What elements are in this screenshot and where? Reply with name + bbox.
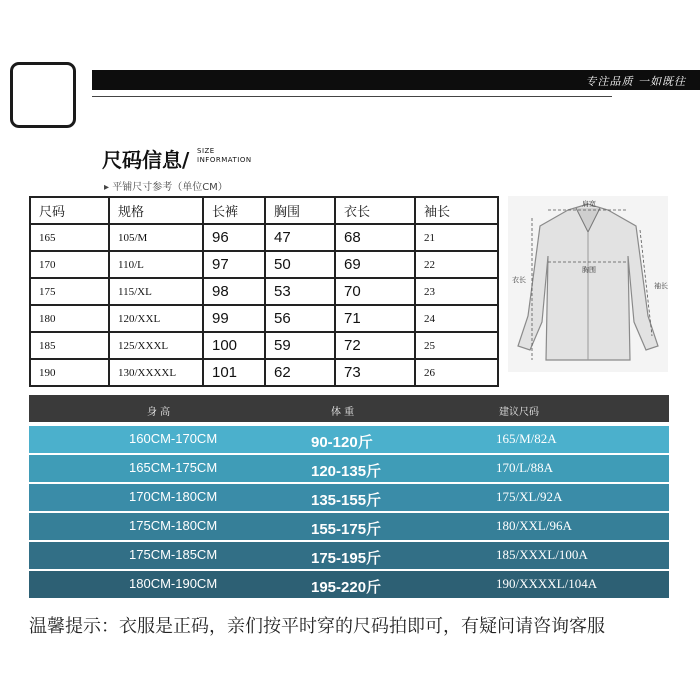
rec-header-size: 建议尺码 (499, 407, 539, 418)
cell-size: 175 (30, 278, 109, 305)
cell-size: 190 (30, 359, 109, 386)
cell-length: 68 (335, 224, 415, 251)
shirt-diagram (508, 196, 668, 372)
rec-size: 185/XXXL/100A (496, 547, 588, 562)
diagram-label-length: 衣长 (512, 276, 526, 284)
cell-pants: 97 (203, 251, 265, 278)
size-table (29, 196, 499, 387)
col-header-sleeve: 袖长 (415, 197, 498, 224)
cell-sleeve: 25 (415, 332, 498, 359)
cell-size: 165 (30, 224, 109, 251)
cell-sleeve: 26 (415, 359, 498, 386)
rec-height: 170CM-180CM (129, 489, 218, 504)
table-row (30, 359, 498, 386)
diagram-label-sleeve: 袖长 (654, 282, 668, 290)
cell-length: 72 (335, 332, 415, 359)
measurement-note: ▸ 平铺尺寸参考（单位CM） (104, 182, 228, 193)
section-subtitle: SIZE INFORMATION (197, 147, 252, 164)
rec-header-weight: 体 重 (331, 407, 355, 418)
cell-spec: 110/L (109, 251, 203, 278)
header-slogan: 专注品质 一如既往 (585, 75, 686, 88)
recommendation-row (29, 513, 669, 540)
footer-tip: 温馨提示：衣服是正码，亲们按平时穿的尺码拍即可，有疑问请咨询客服 (29, 616, 605, 637)
rec-size: 180/XXL/96A (496, 518, 572, 533)
cell-length: 73 (335, 359, 415, 386)
cell-chest: 56 (265, 305, 335, 332)
rec-weight: 175-195斤 (311, 550, 382, 567)
cell-sleeve: 23 (415, 278, 498, 305)
cell-chest: 50 (265, 251, 335, 278)
cell-spec: 105/M (109, 224, 203, 251)
rec-weight: 195-220斤 (311, 579, 382, 596)
cell-spec: 130/XXXXL (109, 359, 203, 386)
table-row (30, 278, 498, 305)
recommendation-row (29, 571, 669, 598)
section-title: 尺码信息/ (102, 148, 190, 172)
logo-frame (10, 62, 76, 128)
cell-spec: 115/XL (109, 278, 203, 305)
cell-spec: 120/XXL (109, 305, 203, 332)
rec-size: 170/L/88A (496, 460, 554, 475)
col-header-length: 衣长 (335, 197, 415, 224)
cell-pants: 101 (203, 359, 265, 386)
cell-size: 185 (30, 332, 109, 359)
cell-pants: 98 (203, 278, 265, 305)
table-row (30, 305, 498, 332)
col-header-size: 尺码 (30, 197, 109, 224)
rec-height: 175CM-180CM (129, 518, 218, 533)
cell-length: 71 (335, 305, 415, 332)
cell-size: 170 (30, 251, 109, 278)
rec-weight: 155-175斤 (311, 521, 382, 538)
cell-sleeve: 21 (415, 224, 498, 251)
rec-height: 175CM-185CM (129, 547, 218, 562)
size-table-header-row (30, 197, 498, 224)
rec-weight: 120-135斤 (311, 463, 382, 480)
rec-height: 165CM-175CM (129, 460, 218, 475)
table-row (30, 332, 498, 359)
recommendation-row (29, 484, 669, 511)
cell-chest: 59 (265, 332, 335, 359)
rec-height: 160CM-170CM (129, 431, 218, 446)
diagram-label-chest: 胸围 (582, 266, 596, 274)
recommendation-row (29, 426, 669, 453)
shirt-illustration (508, 196, 668, 372)
header-divider (92, 96, 612, 97)
cell-pants: 100 (203, 332, 265, 359)
rec-size: 165/M/82A (496, 431, 557, 446)
cell-size: 180 (30, 305, 109, 332)
cell-length: 69 (335, 251, 415, 278)
cell-sleeve: 22 (415, 251, 498, 278)
rec-height: 180CM-190CM (129, 576, 218, 591)
recommendation-row (29, 455, 669, 482)
table-row (30, 251, 498, 278)
rec-weight: 90-120斤 (311, 434, 373, 451)
recommendation-header (29, 395, 669, 422)
diagram-label-shoulder: 肩宽 (582, 200, 596, 208)
recommendation-row (29, 542, 669, 569)
cell-chest: 53 (265, 278, 335, 305)
col-header-spec: 规格 (109, 197, 203, 224)
cell-spec: 125/XXXL (109, 332, 203, 359)
table-row (30, 224, 498, 251)
col-header-chest: 胸围 (265, 197, 335, 224)
cell-pants: 99 (203, 305, 265, 332)
col-header-pants: 长裤 (203, 197, 265, 224)
cell-chest: 47 (265, 224, 335, 251)
rec-header-height: 身 高 (147, 407, 171, 418)
cell-chest: 62 (265, 359, 335, 386)
rec-weight: 135-155斤 (311, 492, 382, 509)
rec-size: 175/XL/92A (496, 489, 563, 504)
cell-sleeve: 24 (415, 305, 498, 332)
rec-size: 190/XXXXL/104A (496, 576, 598, 591)
cell-length: 70 (335, 278, 415, 305)
cell-pants: 96 (203, 224, 265, 251)
